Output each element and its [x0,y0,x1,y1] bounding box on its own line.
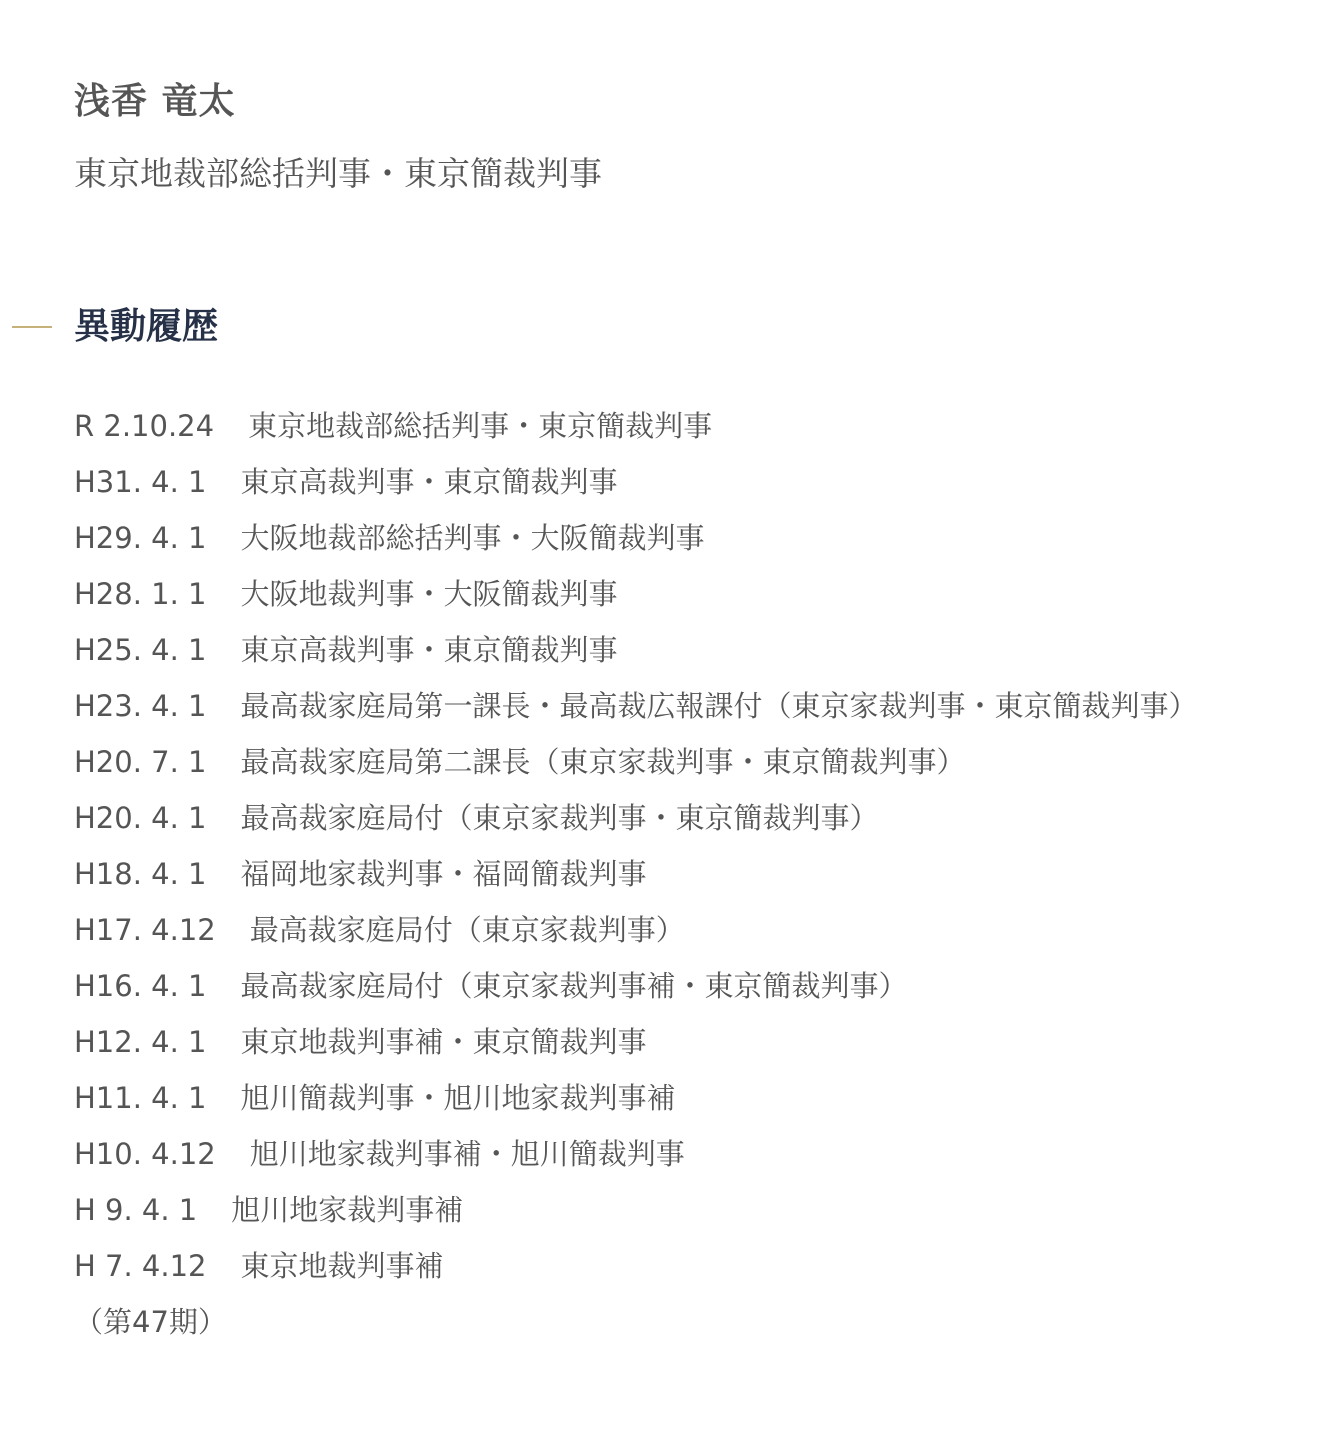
judge-name: 浅香 竜太 [74,81,236,122]
history-date: H29. 4. 1 [74,521,207,555]
history-date: H31. 4. 1 [74,465,207,499]
section-heading [12,302,218,352]
history-date: H 7. 4.12 [74,1249,207,1283]
history-post: 最高裁家庭局第二課長（東京家裁判事・東京簡裁判事） [240,745,966,779]
history-date: H28. 1. 1 [74,577,207,611]
history-item [74,566,1198,622]
history-item [74,510,1198,566]
history-date: H10. 4.12 [74,1137,216,1171]
section-accent-line [12,326,52,328]
history-item [74,902,1198,958]
current-position: 東京地裁部総括判事・東京簡裁判事 [74,154,602,193]
section-title: 異動履歴 [74,306,219,347]
term-label: （第47期） [74,1305,227,1339]
history-post: 東京地裁判事補・東京簡裁判事 [240,1025,647,1059]
history-date: H16. 4. 1 [74,969,207,1003]
history-post: 最高裁家庭局付（東京家裁判事・東京簡裁判事） [240,801,879,835]
history-item [74,678,1198,734]
history-post: 東京地裁部総括判事・東京簡裁判事 [248,409,713,443]
history-post: 東京地裁判事補 [240,1249,444,1283]
history-item [74,734,1198,790]
history-post: 旭川地家裁判事補 [231,1193,464,1227]
history-item [74,790,1198,846]
history-post: 最高裁家庭局付（東京家裁判事） [249,913,685,947]
history-item [74,1238,1198,1294]
history-post: 旭川簡裁判事・旭川地家裁判事補 [240,1081,676,1115]
history-item [74,622,1198,678]
history-date: H23. 4. 1 [74,689,207,723]
history-item [74,1182,1198,1238]
history-date: H20. 4. 1 [74,801,207,835]
history-item [74,398,1198,454]
history-date: H17. 4.12 [74,913,216,947]
history-item [74,454,1198,510]
history-date: H12. 4. 1 [74,1025,207,1059]
history-post: 最高裁家庭局第一課長・最高裁広報課付（東京家裁判事・東京簡裁判事） [240,689,1198,723]
history-post: 旭川地家裁判事補・旭川簡裁判事 [249,1137,685,1171]
history-date: H25. 4. 1 [74,633,207,667]
history-date: H 9. 4. 1 [74,1193,198,1227]
history-post: 大阪地裁部総括判事・大阪簡裁判事 [240,521,705,555]
history-post: 福岡地家裁判事・福岡簡裁判事 [240,857,647,891]
history-item [74,1126,1198,1182]
transfer-history-list [74,398,1198,1294]
profile [74,78,602,196]
history-date: R 2.10.24 [74,409,215,443]
history-date: H11. 4. 1 [74,1081,207,1115]
history-post: 最高裁家庭局付（東京家裁判事補・東京簡裁判事） [240,969,908,1003]
history-item [74,1014,1198,1070]
history-item [74,846,1198,902]
history-item [74,958,1198,1014]
history-post: 東京高裁判事・東京簡裁判事 [240,465,618,499]
history-date: H20. 7. 1 [74,745,207,779]
history-post: 東京高裁判事・東京簡裁判事 [240,633,618,667]
history-post: 大阪地裁判事・大阪簡裁判事 [240,577,618,611]
history-item [74,1070,1198,1126]
history-date: H18. 4. 1 [74,857,207,891]
